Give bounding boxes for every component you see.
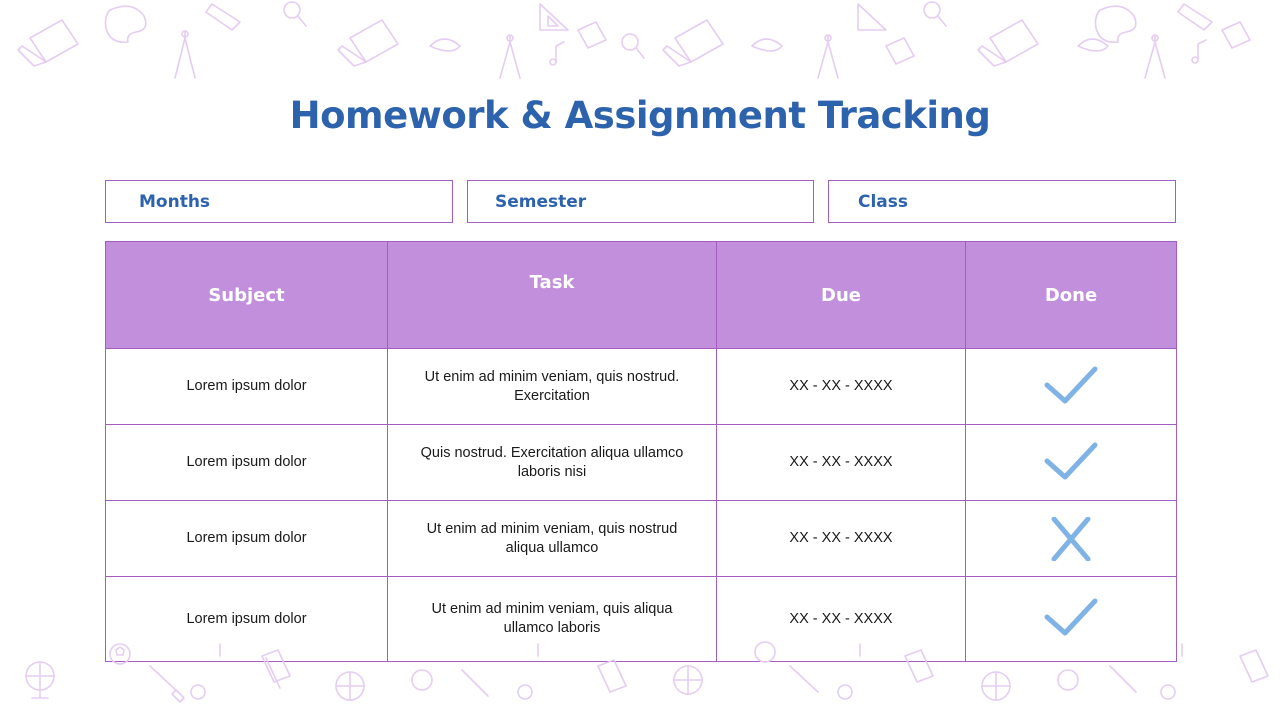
set-square-icon	[858, 4, 886, 30]
magnifier-icon	[284, 2, 306, 26]
tablet-icon	[578, 22, 606, 48]
globe-icon	[982, 672, 1010, 700]
laptop-icon	[18, 20, 78, 66]
ruler-icon	[1178, 4, 1212, 30]
table-header-row	[106, 242, 1177, 349]
croissant-icon	[1078, 39, 1108, 51]
tennis-ball-icon	[838, 685, 852, 699]
set-square-icon	[540, 4, 568, 30]
table-row	[106, 501, 1177, 577]
subject-cell: Lorem ipsum dolor	[106, 425, 388, 501]
class-field[interactable]	[828, 180, 1176, 223]
due-cell: XX - XX - XXXX	[717, 577, 966, 662]
paintbrush-icon	[790, 666, 818, 692]
done-cell	[966, 349, 1177, 425]
palette-icon	[1096, 6, 1136, 42]
book-icon	[598, 660, 626, 692]
globe-icon	[674, 666, 702, 694]
done-cell	[966, 501, 1177, 577]
done-cell	[966, 577, 1177, 662]
task-cell: Ut enim ad minim veniam, quis nostrud aliqua ullamco	[388, 501, 717, 577]
school-doodle-pattern-top	[0, 0, 1280, 85]
tennis-ball-icon	[1161, 685, 1175, 699]
done-cell	[966, 425, 1177, 501]
music-note-icon	[1192, 40, 1206, 63]
paintbrush-icon	[1110, 666, 1136, 692]
book-icon	[1240, 650, 1268, 682]
croissant-icon	[752, 39, 782, 51]
subject-cell: Lorem ipsum dolor	[106, 349, 388, 425]
cross-icon	[1043, 517, 1099, 561]
laptop-icon	[978, 20, 1038, 66]
table-row	[106, 577, 1177, 662]
header-due: Due	[717, 242, 966, 349]
table-row	[106, 349, 1177, 425]
task-cell: Ut enim ad minim veniam, quis nostrud. Exercitation	[388, 349, 717, 425]
compass-icon	[1145, 35, 1165, 78]
checkmark-icon	[1043, 365, 1099, 409]
soccer-ball-icon	[412, 670, 432, 690]
task-cell: Ut enim ad minim veniam, quis aliqua ullamco laboris	[388, 577, 717, 662]
soccer-ball-icon	[1058, 670, 1078, 690]
header-task: Task	[388, 242, 717, 349]
ruler-icon	[206, 4, 240, 30]
assignment-table	[105, 241, 1177, 662]
magnifier-icon	[622, 34, 644, 58]
laptop-icon	[338, 20, 398, 66]
globe-icon	[26, 662, 54, 698]
compass-icon	[175, 31, 195, 78]
paintbrush-icon	[462, 670, 488, 696]
croissant-icon	[430, 39, 460, 51]
tablet-icon	[1222, 22, 1250, 48]
due-cell: XX - XX - XXXX	[717, 425, 966, 501]
magnifier-icon	[924, 2, 946, 26]
task-cell: Quis nostrud. Exercitation aliqua ullamco laboris nisi	[388, 425, 717, 501]
header-done: Done	[966, 242, 1177, 349]
laptop-icon	[663, 20, 723, 66]
palette-icon	[106, 6, 146, 42]
tablet-icon	[886, 38, 914, 64]
music-note-icon	[550, 42, 564, 65]
header-subject: Subject	[106, 242, 388, 349]
subject-cell: Lorem ipsum dolor	[106, 577, 388, 662]
tennis-ball-icon	[518, 685, 532, 699]
semester-label: Semester	[495, 191, 587, 212]
compass-icon	[500, 35, 520, 78]
paintbrush-icon	[150, 666, 184, 702]
semester-field[interactable]	[467, 180, 814, 223]
compass-icon	[818, 35, 838, 78]
table-row	[106, 425, 1177, 501]
checkmark-icon	[1043, 597, 1099, 641]
months-field[interactable]	[105, 180, 453, 223]
due-cell: XX - XX - XXXX	[717, 501, 966, 577]
globe-icon	[336, 672, 364, 700]
class-label: Class	[858, 191, 909, 212]
checkmark-icon	[1043, 441, 1099, 485]
tennis-ball-icon	[191, 685, 205, 699]
due-cell: XX - XX - XXXX	[717, 349, 966, 425]
page-title: Homework & Assignment Tracking	[289, 94, 991, 137]
subject-cell: Lorem ipsum dolor	[106, 501, 388, 577]
months-label: Months	[139, 191, 211, 212]
